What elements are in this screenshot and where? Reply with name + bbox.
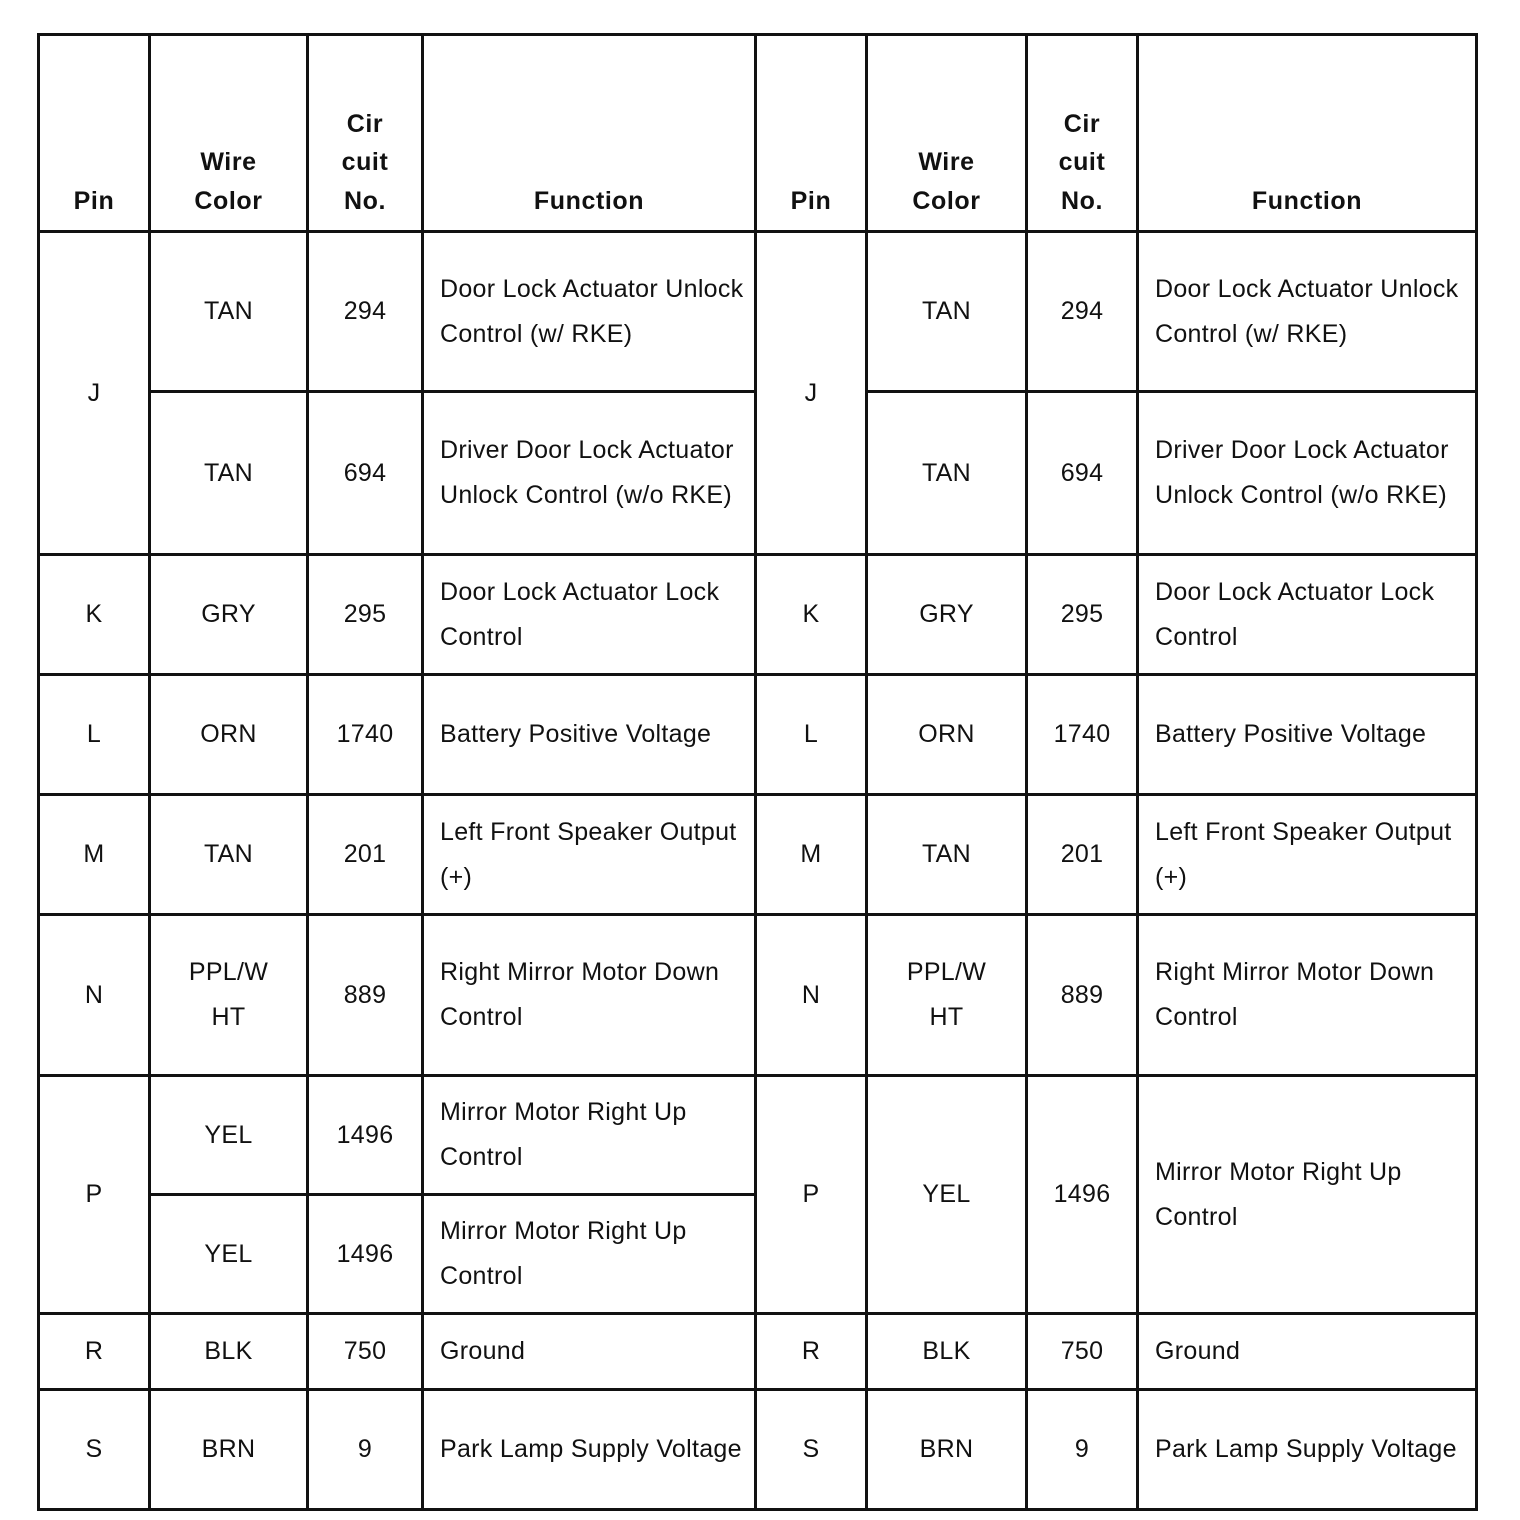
pin-cell: L bbox=[39, 675, 150, 795]
pin-cell: S bbox=[39, 1390, 150, 1510]
function-cell: Battery Positive Voltage bbox=[1138, 675, 1477, 795]
table-row bbox=[39, 555, 1477, 675]
circuit-cell: 889 bbox=[308, 915, 423, 1076]
circuit-cell: 1496 bbox=[308, 1195, 423, 1314]
wire-color-cell: BRN bbox=[867, 1390, 1027, 1510]
wire-color-cell: TAN bbox=[150, 392, 308, 555]
table-row bbox=[39, 1076, 1477, 1195]
pin-cell: R bbox=[39, 1314, 150, 1390]
pin-cell: K bbox=[39, 555, 150, 675]
circuit-cell: 1496 bbox=[1027, 1076, 1138, 1314]
header-circuit-no-left: Cir cuit No. bbox=[308, 35, 423, 232]
function-cell: Driver Door Lock Actuator Unlock Control (w/o RKE) bbox=[423, 392, 756, 555]
function-cell: Battery Positive Voltage bbox=[423, 675, 756, 795]
pin-cell: N bbox=[756, 915, 867, 1076]
wire-color-cell: ORN bbox=[867, 675, 1027, 795]
wire-color-cell: YEL bbox=[150, 1195, 308, 1314]
function-cell: Left Front Speaker Output (+) bbox=[423, 795, 756, 915]
pin-cell: K bbox=[756, 555, 867, 675]
circuit-cell: 1740 bbox=[1027, 675, 1138, 795]
pin-cell: R bbox=[756, 1314, 867, 1390]
function-cell: Door Lock Actuator Lock Control bbox=[1138, 555, 1477, 675]
header-function-right: Function bbox=[1138, 35, 1477, 232]
function-cell: Door Lock Actuator Unlock Control (w/ RKE) bbox=[423, 232, 756, 392]
function-cell: Driver Door Lock Actuator Unlock Control (w/o RKE) bbox=[1138, 392, 1477, 555]
circuit-cell: 295 bbox=[308, 555, 423, 675]
table-row bbox=[39, 675, 1477, 795]
circuit-cell: 201 bbox=[308, 795, 423, 915]
pin-cell: L bbox=[756, 675, 867, 795]
circuit-cell: 889 bbox=[1027, 915, 1138, 1076]
circuit-cell: 694 bbox=[308, 392, 423, 555]
pin-cell: M bbox=[756, 795, 867, 915]
pin-cell: S bbox=[756, 1390, 867, 1510]
wire-color-cell bbox=[867, 915, 1027, 1076]
wire-color-text: PPL/WHT bbox=[906, 958, 987, 1031]
pin-cell: M bbox=[39, 795, 150, 915]
wire-color-cell: BLK bbox=[867, 1314, 1027, 1390]
wire-color-cell: BLK bbox=[150, 1314, 308, 1390]
pin-cell: P bbox=[756, 1076, 867, 1314]
circuit-cell: 294 bbox=[308, 232, 423, 392]
circuit-cell: 9 bbox=[1027, 1390, 1138, 1510]
circuit-cell: 1740 bbox=[308, 675, 423, 795]
wire-color-cell bbox=[150, 915, 308, 1076]
wire-color-cell: GRY bbox=[867, 555, 1027, 675]
wire-color-cell: BRN bbox=[150, 1390, 308, 1510]
table-row bbox=[39, 915, 1477, 1076]
wire-color-cell: TAN bbox=[150, 795, 308, 915]
function-cell: Ground bbox=[1138, 1314, 1477, 1390]
circuit-cell: 294 bbox=[1027, 232, 1138, 392]
wire-color-cell: YEL bbox=[150, 1076, 308, 1195]
table-row bbox=[39, 232, 1477, 392]
pin-cell: J bbox=[756, 232, 867, 555]
header-function-left: Function bbox=[423, 35, 756, 232]
wire-color-cell: ORN bbox=[150, 675, 308, 795]
table-row bbox=[39, 1390, 1477, 1510]
pin-cell: P bbox=[39, 1076, 150, 1314]
wire-color-cell: TAN bbox=[867, 795, 1027, 915]
wire-color-cell: TAN bbox=[867, 392, 1027, 555]
header-wire-color-left: Wire Color bbox=[150, 35, 308, 232]
wire-color-cell: TAN bbox=[867, 232, 1027, 392]
circuit-cell: 750 bbox=[308, 1314, 423, 1390]
function-cell: Ground bbox=[423, 1314, 756, 1390]
circuit-cell: 1496 bbox=[308, 1076, 423, 1195]
wire-color-cell: YEL bbox=[867, 1076, 1027, 1314]
function-cell: Mirror Motor Right Up Control bbox=[423, 1076, 756, 1195]
wire-color-text: PPL/WHT bbox=[188, 958, 269, 1031]
header-circuit-no-right: Cir cuit No. bbox=[1027, 35, 1138, 232]
function-cell: Door Lock Actuator Unlock Control (w/ RKE) bbox=[1138, 232, 1477, 392]
header-wire-color-right: Wire Color bbox=[867, 35, 1027, 232]
header-pin-left: Pin bbox=[39, 35, 150, 232]
wire-color-cell: TAN bbox=[150, 232, 308, 392]
function-cell: Park Lamp Supply Voltage bbox=[423, 1390, 756, 1510]
table-header-row bbox=[39, 35, 1477, 232]
table-row bbox=[39, 795, 1477, 915]
circuit-cell: 750 bbox=[1027, 1314, 1138, 1390]
circuit-cell: 694 bbox=[1027, 392, 1138, 555]
wire-color-cell: GRY bbox=[150, 555, 308, 675]
circuit-cell: 9 bbox=[308, 1390, 423, 1510]
table-row bbox=[39, 1314, 1477, 1390]
connector-pinout-table bbox=[37, 33, 1478, 1511]
function-cell: Mirror Motor Right Up Control bbox=[423, 1195, 756, 1314]
function-cell: Door Lock Actuator Lock Control bbox=[423, 555, 756, 675]
function-cell: Park Lamp Supply Voltage bbox=[1138, 1390, 1477, 1510]
pin-cell: J bbox=[39, 232, 150, 555]
function-cell: Mirror Motor Right Up Control bbox=[1138, 1076, 1477, 1314]
circuit-cell: 295 bbox=[1027, 555, 1138, 675]
header-pin-right: Pin bbox=[756, 35, 867, 232]
function-cell: Left Front Speaker Output (+) bbox=[1138, 795, 1477, 915]
circuit-cell: 201 bbox=[1027, 795, 1138, 915]
pin-cell: N bbox=[39, 915, 150, 1076]
function-cell: Right Mirror Motor Down Control bbox=[1138, 915, 1477, 1076]
function-cell: Right Mirror Motor Down Control bbox=[423, 915, 756, 1076]
